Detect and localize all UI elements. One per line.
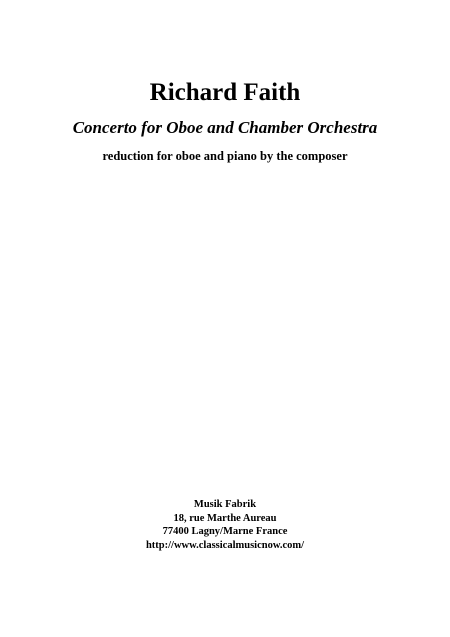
work-subtitle: reduction for oboe and piano by the composer xyxy=(102,149,348,163)
publisher-block xyxy=(0,498,450,552)
publisher-street: 18, rue Marthe Aureau xyxy=(173,512,277,524)
composer-name: Richard Faith xyxy=(149,79,301,106)
publisher-city: 77400 Lagny/Marne France xyxy=(162,526,288,537)
publisher-url: http://www.classicalmusicnow.com/ xyxy=(145,539,305,551)
work-title: Concerto for Oboe and Chamber Orchestra xyxy=(72,118,378,137)
publisher-name: Musik Fabrik xyxy=(193,499,257,510)
